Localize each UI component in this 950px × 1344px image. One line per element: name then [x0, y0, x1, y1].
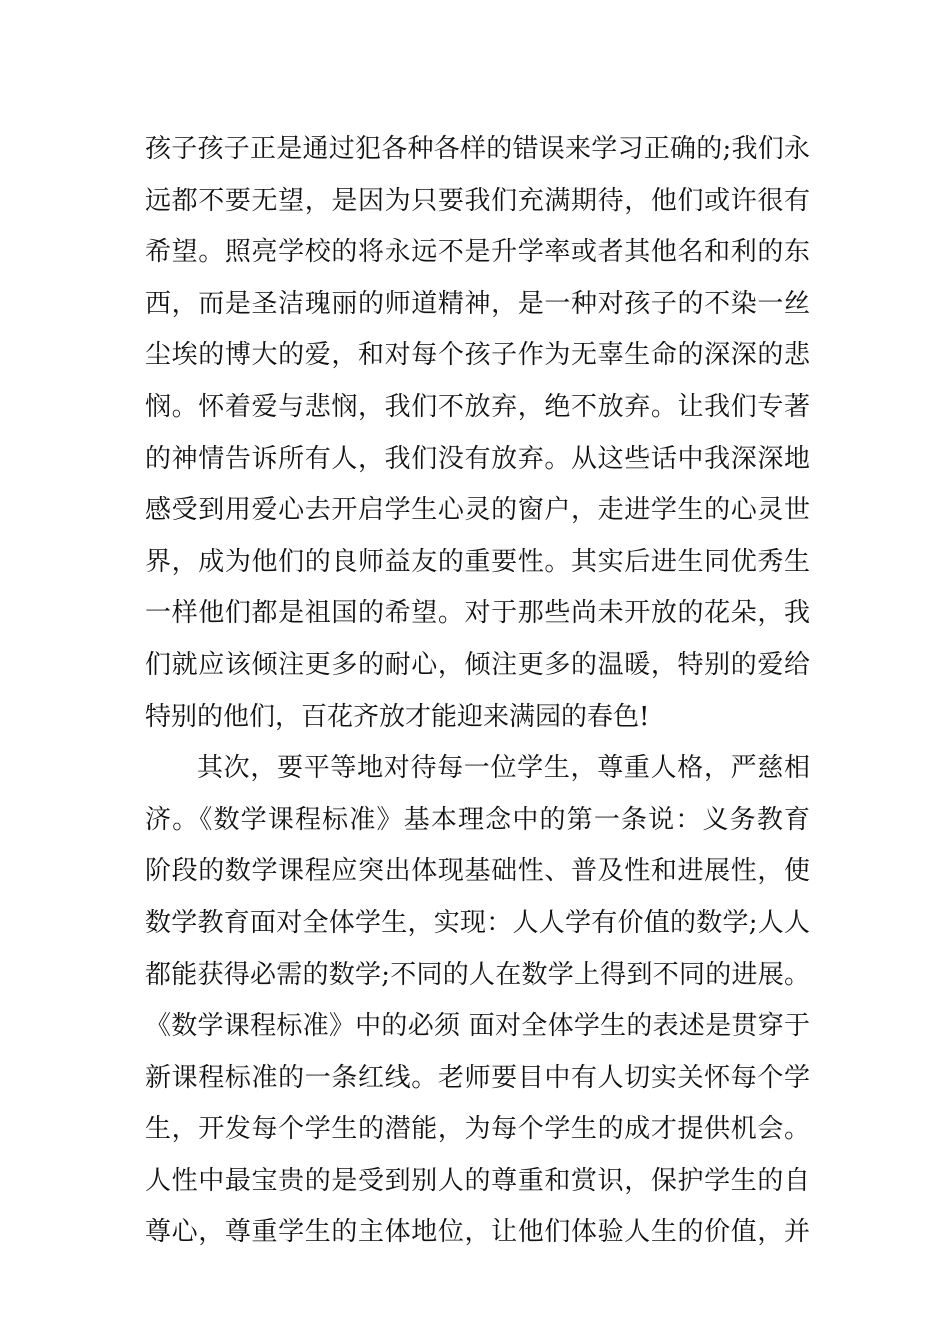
text-line: 们就应该倾注更多的耐心，倾注更多的温暖，特别的爱给 — [145, 649, 810, 680]
body-text — [145, 124, 810, 1259]
text-line: 悯。怀着爱与悲悯，我们不放弃，绝不放弃。让我们专著 — [145, 391, 810, 422]
text-line: 远都不要无望，是因为只要我们充满期待，他们或许很有 — [145, 185, 810, 216]
text-line: 尘埃的博大的爱，和对每个孩子作为无辜生命的深深的悲 — [145, 340, 810, 371]
text-line: 阶段的数学课程应突出体现基础性、普及性和进展性，使 — [145, 856, 810, 887]
text-line: 都能获得必需的数学;不同的人在数学上得到不同的进展。 — [145, 959, 810, 990]
text-line: 希望。照亮学校的将永远不是升学率或者其他名和利的东 — [145, 237, 810, 268]
text-line: 孩子孩子正是通过犯各种各样的错误来学习正确的;我们永 — [145, 134, 810, 164]
text-line: 济。《数学课程标准》基本理念中的第一条说：义务教育 — [145, 804, 810, 835]
text-line: 尊心，尊重学生的主体地位，让他们体验人生的价值，并 — [145, 1217, 810, 1248]
text-line: 生，开发每个学生的潜能，为每个学生的成才提供机会。 — [145, 1114, 810, 1145]
text-line: 数学教育面对全体学生，实现：人人学有价值的数学;人人 — [145, 907, 810, 938]
text-line: 界，成为他们的良师益友的重要性。其实后进生同优秀生 — [145, 546, 810, 577]
text-line: 新课程标准的一条红线。老师要目中有人切实关怀每个学 — [145, 1062, 810, 1093]
text-line: 感受到用爱心去开启学生心灵的窗户，走进学生的心灵世 — [145, 495, 810, 526]
text-line: 《数学课程标准》中的必须 面对全体学生的表述是贯穿于 — [145, 1011, 810, 1042]
text-line: 人性中最宝贵的是受到别人的尊重和赏识，保护学生的自 — [145, 1165, 810, 1196]
text-line: 的神情告诉所有人，我们没有放弃。从这些话中我深深地 — [145, 443, 810, 474]
paragraph-end-line: 特别的他们，百花齐放才能迎来满园的春色! — [145, 701, 650, 732]
text-line: 一样他们都是祖国的希望。对于那些尚未开放的花朵，我 — [145, 598, 810, 629]
paragraph-start-line: 其次，要平等地对待每一位学生，尊重人格，严慈相 — [197, 753, 810, 784]
text-line: 西，而是圣洁瑰丽的师道精神，是一种对孩子的不染一丝 — [145, 288, 810, 319]
